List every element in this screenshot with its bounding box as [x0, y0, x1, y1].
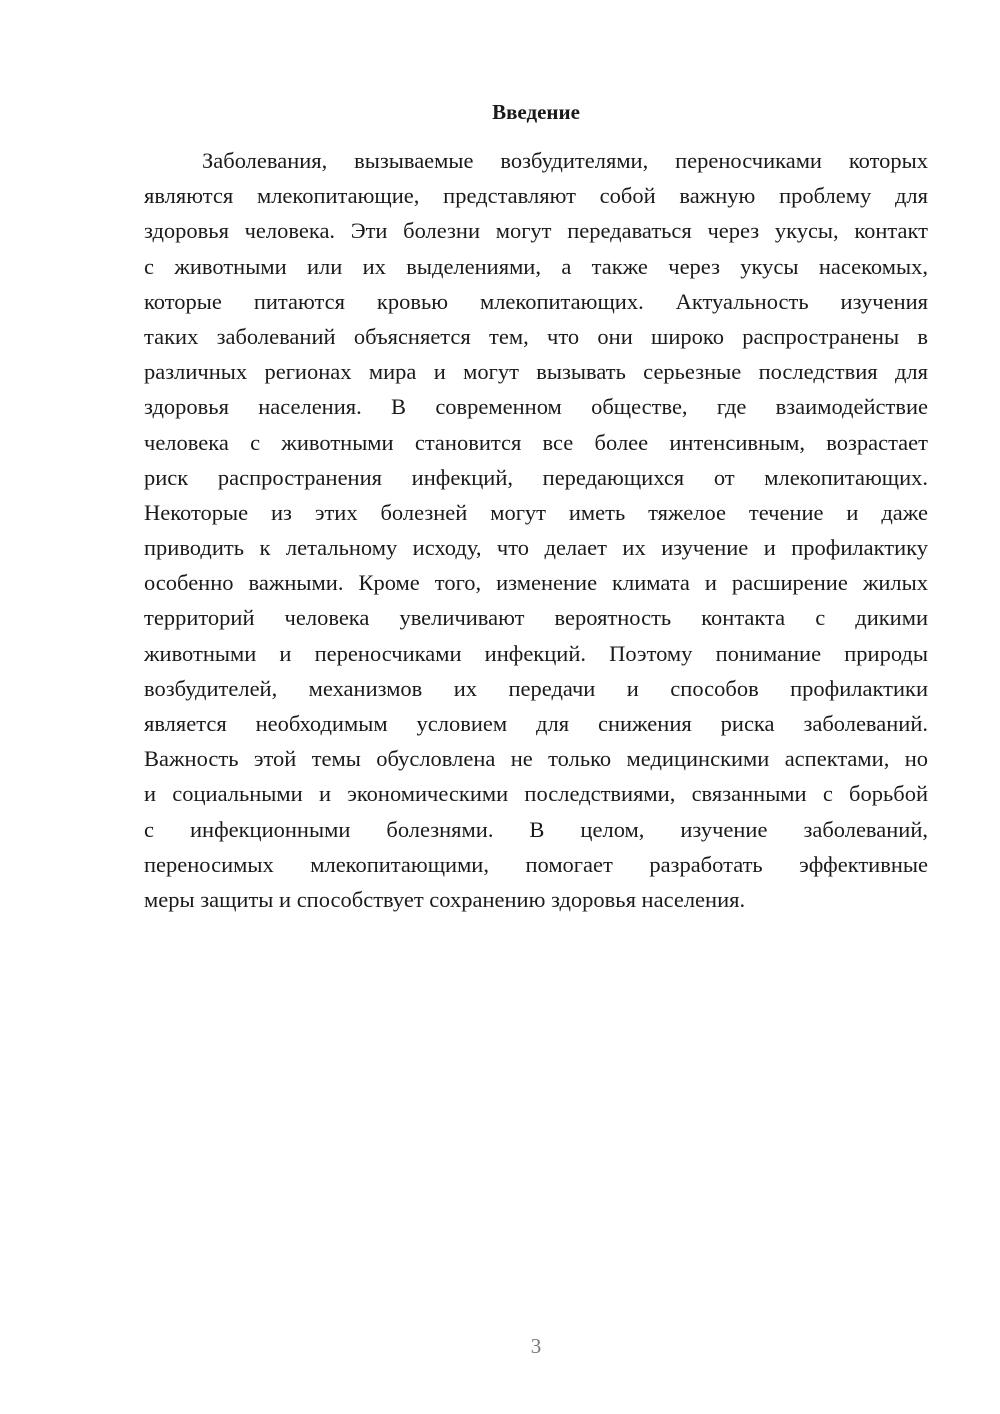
paragraph-line: являются млекопитающие, представляют собой важную проблему для: [144, 183, 928, 209]
paragraph-line: Важность этой темы обусловлена не только медицинскими аспектами, но: [144, 746, 928, 772]
paragraph-line: с инфекционными болезнями. В целом, изучение заболеваний,: [144, 816, 928, 842]
paragraph-line: человека с животными становится все более интенсивным, возрастает: [144, 429, 928, 455]
paragraph-line: животными и переносчиками инфекций. Поэтому понимание природы: [144, 640, 928, 666]
paragraph-line: Некоторые из этих болезней могут иметь тяжелое течение и даже: [144, 499, 928, 525]
paragraph-line: таких заболеваний объясняется тем, что они широко распространены в: [144, 323, 928, 349]
paragraph-line: является необходимым условием для снижения риска заболеваний.: [144, 711, 928, 736]
paragraph-line: территорий человека увеличивают вероятность контакта с дикими: [144, 605, 928, 631]
paragraph-line: Заболевания, вызываемые возбудителями, переносчиками которых: [202, 148, 928, 173]
introduction-paragraph: [144, 143, 928, 917]
paragraph-line: здоровья населения. В современном обществе, где взаимодействие: [144, 394, 928, 420]
paragraph-line: особенно важными. Кроме того, изменение климата и расширение жилых: [144, 570, 928, 596]
paragraph-line: различных регионах мира и могут вызывать серьезные последствия для: [144, 359, 928, 385]
paragraph-line: возбудителей, механизмов их передачи и способов профилактики: [144, 675, 928, 701]
paragraph-line: с животными или их выделениями, а также через укусы насекомых,: [144, 253, 928, 279]
paragraph-line: которые питаются кровью млекопитающих. Актуальность изучения: [144, 288, 928, 314]
page-number: 3: [530, 1334, 542, 1358]
section-heading: Введение: [492, 100, 580, 124]
paragraph-line: риск распространения инфекций, передающихся от млекопитающих.: [144, 464, 928, 490]
paragraph-line: приводить к летальному исходу, что делает их изучение и профилактику: [144, 535, 928, 561]
paragraph-line: меры защиты и способствует сохранению здоровья населения.: [144, 886, 746, 912]
paragraph-line: и социальными и экономическими последствиями, связанными с борьбой: [144, 781, 928, 807]
paragraph-line: переносимых млекопитающими, помогает разработать эффективные: [144, 851, 928, 877]
paragraph-line: здоровья человека. Эти болезни могут передаваться через укусы, контакт: [144, 218, 928, 244]
